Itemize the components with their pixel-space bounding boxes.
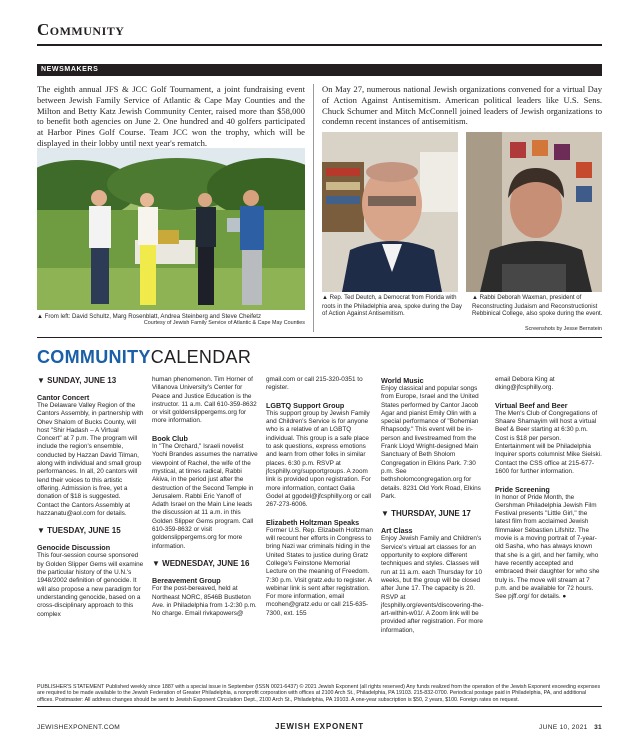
header-rule — [37, 44, 602, 46]
event-description-continued: gmail.com or call 215-320-0351 to register. — [266, 376, 363, 392]
event-description: The Delaware Valley Region of the Cantors Assembly, in partnership with Ohev Shalom of Bucks County, will host "Shir Hadash – A Virtual Concert" at 7 p.m. The program will include the region's ensemble, conducted by Hazzan David Tilman, along with individual and small group performances. In all, 20 cantors will lend their voices to this artistic offering. Admission is free, yet a donation of $18 is suggested. Contact the Cantors Assembly at hazzanatu@aol.com for details. — [37, 402, 144, 517]
footer-page-number: 31 — [594, 724, 602, 731]
column-divider — [313, 84, 314, 332]
golf-story: The eighth annual JFS & JCC Golf Tournament, a joint fundraising event between Jewish Family Service of Atlantic & Cape May Counties and the Milton and Betty Katz Jewish Community Center, raised more than $58,000 to benefit both agencies on June 2. One hundred and 40 golfers participated at Harbor Pines Golf Course. Team JCC won the trophy, which will be displayed in their lobby until next year's rematch. — [37, 84, 305, 148]
section-title: Community — [37, 20, 125, 39]
event-title: Bereavement Group — [152, 576, 221, 586]
event-description: This support group by Jewish Family and Children's Service is for anyone who is a relative of an LGBTQ individual. This group is a safe place to ask questions, express emotions and learn from other folks in similar places. 6:30 p.m. RSVP at jfcsphilly.org/supportgroups. A zoom link is provided upon registration. For more information, contact Galia Godel at ggodel@jfcsphilly.org or call 267-273-6006. — [266, 409, 372, 509]
day-heading: ▼ THURSDAY, JUNE 17 — [381, 509, 471, 519]
event-description: Former U.S. Rep. Elizabeth Holtzman will recount her efforts in Congress to bring Nazi war criminals hiding in the United States to justice during Gratz College's Feinstone Memorial Lecture on the meaning of Freedom. 7:30 p.m. Visit gratz.edu to register. A webinar link is sent after registration. For more information, email mcohen@gratz.edu or call 215-635-7300, ext. 155 — [266, 526, 373, 617]
calendar-column-4 — [381, 376, 488, 643]
calendar-column-5 — [495, 376, 602, 610]
calendar-rule — [37, 337, 602, 338]
calendar-heading-light: CALENDAR — [150, 347, 252, 367]
golf-photo-credit: Courtesy of Jewish Family Service of Atlantic & Cape May Counties — [143, 320, 305, 326]
event-description: Enjoy classical and popular songs from Europe, Israel and the United States performed by Cantor Jacob Agar and pianist Emily Olin with a special performance of "Bohemian Rhapsody." This event will be in-person and livestreamed from the Frank Lloyd Wright-designed Main Sanctuary of Beth Sholom Congregation in Elkins Park. 7:30 p.m. See bethsholomcongregation.org for details. 8231 Old York Road, Elkins Park. — [381, 385, 481, 500]
calendar-heading — [37, 347, 251, 368]
event-title: Pride Screening — [495, 484, 550, 494]
day-heading: ▼ TUESDAY, JUNE 15 — [37, 526, 121, 536]
triangle-down-icon: ▼ — [37, 376, 48, 385]
event-title: World Music — [381, 376, 424, 385]
event-description: Enjoy Jewish Family and Children's Service's virtual art classes for an opportunity to explore different techniques and styles. Classes will run at 11 a.m. each Thursday for 10 weeks, but the group will be closed after June 17. The capacity is 20. RSVP at jfcsphilly.org/events/discovering-the-art-within-w01/. A Zoom link will be provided after registration. For more information, — [381, 535, 484, 634]
publisher-statement: PUBLISHER'S STATEMENT Published weekly since 1887 with a special issue in September (ISSN 0021-6437) © 2021 Jewish Exponent (all rights reserved) Any funds realized from the operation of the Jewish Exponent exceeding expenses are required to be made available to the Jewish Federation of Greater Philadelphia, a nonprofit corporation with offices at 2100 Arch St., Philadelphia, PA 19103. 215-832-0700. Periodical postage paid in Philadelphia, PA, and additional offices. Postmaster: All address changes should be sent to Jewish Exponent Circulation Dept., 2100 Arch St., Philadelphia, PA 19103. A one-year subscription is $50, 2 years, $100. Foreign rates on request. — [37, 684, 601, 703]
event-title: Cantor Concert — [37, 393, 90, 402]
waxman-caption-text: Rabbi Deborah Waxman, president of Reconstructing Judaism and Reconstructionist Rebbinical College, also spoke during the event. — [472, 294, 603, 318]
screenshots-credit: Screenshots by Jesse Bernstein — [524, 326, 602, 332]
newsmakers-bar — [37, 64, 602, 76]
triangle-up-icon: ▲ — [322, 295, 330, 301]
event-title: Elizabeth Holtzman Speaks — [266, 517, 360, 527]
event-description: In honor of Pride Month, the Gershman Philadelphia Jewish Film Festival presents "Little Girl," the latest film from acclaimed Jewish filmmaker Sébastien Lifshitz. The movie is a moving portrait of 7-year-old Sasha, who has always known that she is a girl, and her family, who have recently accepted and embraced their daughter for who she truly is. The move will stream at 7 p.m. and be available for 72 hours. See pjff.org/ for details. ● — [495, 493, 600, 601]
triangle-down-icon: ▼ — [381, 509, 392, 519]
footer-date: JUNE 10, 2021 — [539, 724, 588, 731]
event-description: In "The Orchard," Israeli novelist Yochi Brandes assumes the narrative viewpoint of Rachel, the wife of the mystical, at times radical, Rabbi Akiva, in the period just after the destruction of the Second Temple in Jerusalem. Rabbi Eric Yanoff of Adath Israel on the Main Line leads the discussion at 11 a.m. in this Golden Slipper Gems program. Call 610-359-8632 or visit goldenslippergems.org for more information. — [152, 443, 258, 550]
antisemitism-story: On May 27, numerous national Jewish organizations convened for a virtual Day of Action Against Antisemitism. American political leaders like U.S. Sens. Chuck Schumer and Mitch McConnell joined leaders of Jewish organizations to condemn recent instances of antisemitism. — [322, 84, 602, 127]
deutch-caption — [322, 294, 462, 318]
calendar-column-1 — [37, 376, 144, 627]
triangle-down-icon: ▼ — [37, 526, 48, 536]
event-title: Virtual Beef and Beer — [495, 400, 568, 410]
event-title: LGBTQ Support Group — [266, 400, 345, 410]
triangle-down-icon: ▼ — [152, 559, 163, 569]
event-title: Genocide Discussion — [37, 543, 111, 553]
calendar-column-2 — [152, 376, 259, 627]
event-title: Book Club — [152, 434, 188, 444]
deutch-caption-text: Rep. Ted Deutch, a Democrat from Florida with roots in the Philadelphia area, spoke during the Day of Action Against Antisemitism. — [322, 294, 462, 318]
footer-date-page — [539, 724, 602, 731]
golf-photo — [37, 148, 305, 310]
waxman-photo — [466, 132, 602, 292]
newsmakers-label: NEWSMAKERS — [41, 66, 99, 73]
triangle-up-icon: ▲ — [37, 314, 45, 320]
event-description: This four-session course sponsored by Golden Slipper Gems will examine the particular history of the U.N.'s 1948/2002 definition of genocide. It will also propose a new paradigm for understanding genocide, based on a cross-disciplinary approach to this complex — [37, 552, 144, 618]
triangle-up-icon: ▲ — [472, 295, 480, 301]
event-description: The Men's Club of Congregations of Shaare Shamayim will host a virtual Beef & Beer starting at 6:30 p.m. Cost is $18 per person. Entertainment will be Philadelphia Inquirer sports columnist Mike Sielski. Contact the CSS office at 215-677-1600 for further information. — [495, 409, 602, 475]
golf-caption-text: From left: David Schultz, Marg Rosenblatt, Andrea Steinberg and Steve Cheifetz — [44, 313, 262, 320]
event-description-continued: email Debora King at dking@jfcsphilly.org. — [495, 376, 555, 392]
calendar-heading-bold: COMMUNITY — [37, 347, 151, 367]
footer-website: JEWISHEXPONENT.COM — [37, 724, 121, 731]
day-heading: ▼ SUNDAY, JUNE 13 — [37, 376, 117, 385]
deutch-photo — [322, 132, 458, 292]
event-description-continued: human phenomenon. Tim Horner of Villanova University's Center for Peace and Justice Education is the instructor. 11 a.m. Call 610-359-8632 or visit goldenslippergems.org for more information. — [152, 376, 257, 425]
event-title: Art Class — [381, 526, 413, 536]
footer-publication: JEWISH EXPONENT — [275, 722, 364, 731]
event-description: For the post-bereaved, held at Northeast NORC, 8546B Bustleton Ave. in Philadelphia from 1-2:30 p.m. No charge. Email rivkapowers@ — [152, 585, 257, 618]
footer-rule — [37, 706, 602, 707]
day-heading: ▼ WEDNESDAY, JUNE 16 — [152, 559, 250, 569]
waxman-caption — [472, 294, 604, 318]
calendar-column-3 — [266, 376, 373, 626]
